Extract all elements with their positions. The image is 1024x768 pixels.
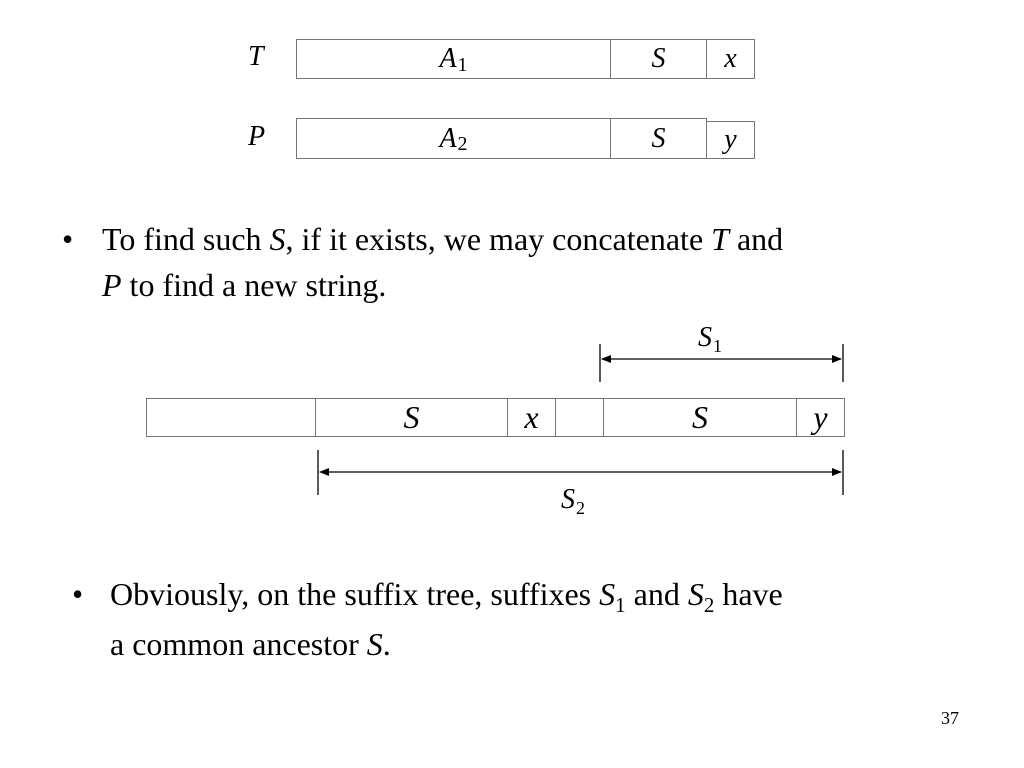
b1-p: P xyxy=(102,267,122,303)
concat-cell-s1: S xyxy=(315,398,508,437)
b2-s2-main: S xyxy=(687,576,704,612)
cell-y-p: y xyxy=(706,121,755,159)
row-label-t: T xyxy=(248,41,264,72)
s1-label-sub: 1 xyxy=(713,336,722,356)
b2-t1: Obviously, on the suffix tree, suffixes xyxy=(110,576,600,612)
b1-t4: to find a new string. xyxy=(121,267,387,303)
cell-s-t: S xyxy=(610,39,707,79)
b2-t5: . xyxy=(382,626,391,662)
b1-t3: and xyxy=(728,221,784,257)
bullet-text-2 xyxy=(110,571,990,667)
bullet-dot-1: • xyxy=(62,221,74,257)
s2-label-main: S xyxy=(561,484,575,515)
s1-label-main: S xyxy=(698,322,712,353)
concat-cell-x: x xyxy=(507,398,556,437)
cell-s-p: S xyxy=(610,118,707,159)
cell-a2-sub: 2 xyxy=(457,133,468,155)
b2-t2: and xyxy=(625,576,688,612)
b1-t2: , if it exists, we may concatenate xyxy=(285,221,712,257)
row-label-p: P xyxy=(248,121,266,152)
b2-s2-sub: 2 xyxy=(703,593,715,617)
s1-label xyxy=(698,322,722,354)
cell-a2-main: A xyxy=(439,122,457,154)
s2-label xyxy=(561,484,585,516)
bullet-dot-2: • xyxy=(72,576,84,612)
s2-label-sub: 2 xyxy=(576,498,585,518)
concat-cell-y: y xyxy=(796,398,845,437)
cell-a1-sub: 1 xyxy=(457,53,468,76)
b2-s: S xyxy=(366,626,383,662)
b2-t4: a common ancestor xyxy=(110,626,367,662)
cell-a1-main: A xyxy=(439,43,457,74)
b2-s1-main: S xyxy=(599,576,616,612)
page-number: 37 xyxy=(941,708,959,728)
b2-s1-sub: 1 xyxy=(615,593,626,617)
b2-t3: have xyxy=(714,576,783,612)
concat-cell-s2: S xyxy=(603,398,797,437)
b1-t: T xyxy=(711,221,729,257)
b1-t1: To find such xyxy=(102,221,270,257)
b1-s: S xyxy=(269,221,286,257)
cell-x-t: x xyxy=(706,39,755,79)
